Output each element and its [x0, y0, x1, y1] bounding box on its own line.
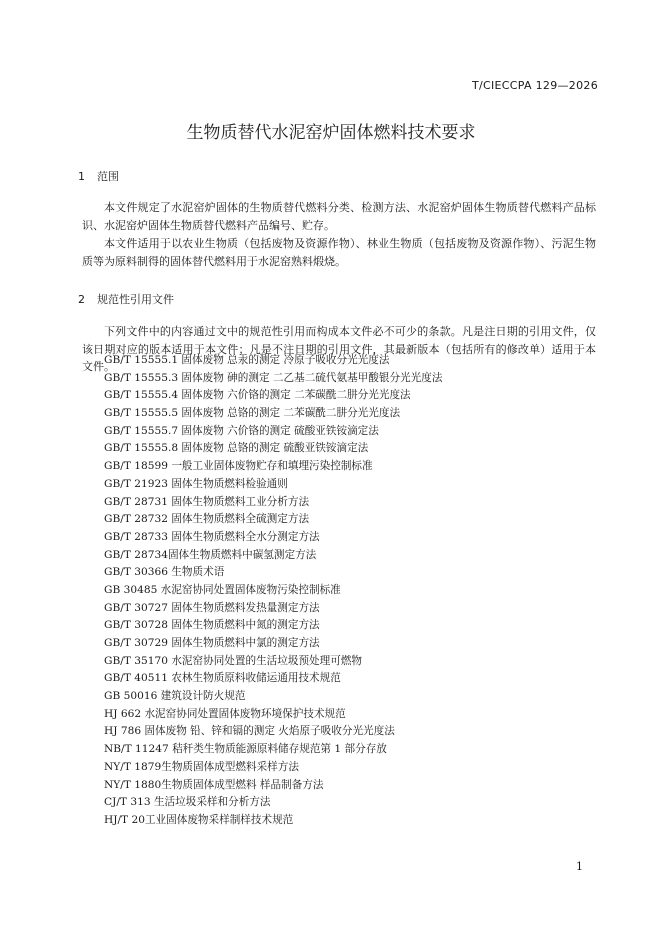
reference-item: GB/T 30728 固体生物质燃料中氮的测定方法	[104, 619, 320, 632]
document-title: 生物质替代水泥窑炉固体燃料技术要求	[186, 123, 476, 143]
reference-item: GB/T 35170 水泥窑协同处置的生活垃圾预处理可燃物	[104, 654, 363, 667]
reference-item: GB/T 28731 固体生物质燃料工业分析方法	[104, 495, 310, 508]
reference-item: GB/T 18599 一般工业固体废物贮存和填埋污染控制标准	[104, 460, 373, 473]
reference-item: GB 30485 水泥窑协同处置固体废物污染控制标准	[104, 583, 341, 596]
reference-list	[104, 352, 442, 830]
reference-item: GB/T 15555.3 固体废物 砷的测定 二乙基二硫代氨基甲酸银分光光度法	[104, 371, 443, 384]
reference-item: HJ/T 20工业固体废物采样制样技术规范	[104, 813, 294, 826]
reference-item: GB/T 15555.5 固体废物 总铬的测定 二苯碳酰二肼分光光度法	[104, 407, 401, 420]
reference-item: GB/T 30729 固体生物质燃料中氯的测定方法	[104, 637, 320, 649]
section-heading-normative-references	[78, 291, 174, 307]
reference-item: GB/T 15555.7 固体废物 六价铬的测定 硫酸亚铁铵滴定法	[104, 424, 379, 437]
references-intro-paragraph: 下列文件中的内容通过文中的规范性引用而构成本文件必不可少的条款。凡是注日期的引用文件，仅该日期对应的版本适用于本文件；凡是不注日期的引用文件，其最新版本（包括所有的修改单）适用于本文件。	[82, 325, 596, 373]
reference-item: GB/T 30366 生物质术语	[104, 566, 225, 579]
reference-item: GB/T 21923 固体生物质燃料检验通则	[104, 477, 288, 490]
reference-item: NB/T 11247 秸秆类生物质能源原料储存规范第 1 部分存放	[104, 743, 387, 756]
reference-item: GB/T 28732 固体生物质燃料全硫测定方法	[104, 513, 310, 526]
reference-item: NY/T 1879生物质固体成型燃料采样方法	[104, 760, 299, 773]
reference-item: NY/T 1880生物质固体成型燃料 样品制备方法	[104, 778, 324, 791]
reference-item: GB/T 15555.8 固体废物 总铬的测定 硫酸亚铁铵滴定法	[104, 442, 369, 455]
reference-item: GB 50016 建筑设计防火规范	[104, 690, 246, 703]
section-number: 2	[78, 293, 85, 306]
reference-item: GB/T 30727 固体生物质燃料发热量测定方法	[104, 601, 320, 614]
reference-item: GB/T 15555.4 固体废物 六价铬的测定 二苯碳酰二肼分光光度法	[104, 389, 411, 402]
reference-item: GB/T 28733 固体生物质燃料全水分测定方法	[104, 530, 320, 543]
reference-item: CJ/T 313 生活垃圾采样和分析方法	[104, 796, 271, 809]
section-title: 规范性引用文件	[97, 293, 174, 306]
reference-item: GB/T 28734固体生物质燃料中碳氢测定方法	[104, 548, 317, 561]
document-code: T/CIECCPA 129—2026	[471, 79, 598, 92]
scope-paragraph-2: 本文件适用于以农业生物质（包括废物及资源作物）、林业生物质（包括废物及资源作物）、污泥生物质等为原料制得的固体替代燃料用于水泥窑熟料煅烧。	[82, 237, 596, 268]
section-number: 1	[78, 170, 85, 183]
section-title: 范围	[97, 170, 119, 183]
reference-item: GB/T 40511 农林生物质原料收储运通用技术规范	[104, 672, 341, 685]
section-heading-scope	[78, 168, 119, 184]
scope-paragraph-1: 本文件规定了水泥窑炉固体的生物质替代燃料分类、检测方法、水泥窑炉固体生物质替代燃料产品标识、水泥窑炉固体生物质替代燃料产品编号、贮存。	[82, 201, 596, 232]
reference-item: HJ 662 水泥窑协同处置固体废物环境保护技术规范	[104, 707, 346, 720]
reference-item: HJ 786 固体废物 铅、锌和镉的测定 火焰原子吸收分光光度法	[104, 725, 395, 738]
reference-item: GB/T 15555.1 固体废物 总汞的测定 冷原子吸收分光光度法	[104, 354, 390, 366]
page-number: 1	[576, 860, 583, 873]
